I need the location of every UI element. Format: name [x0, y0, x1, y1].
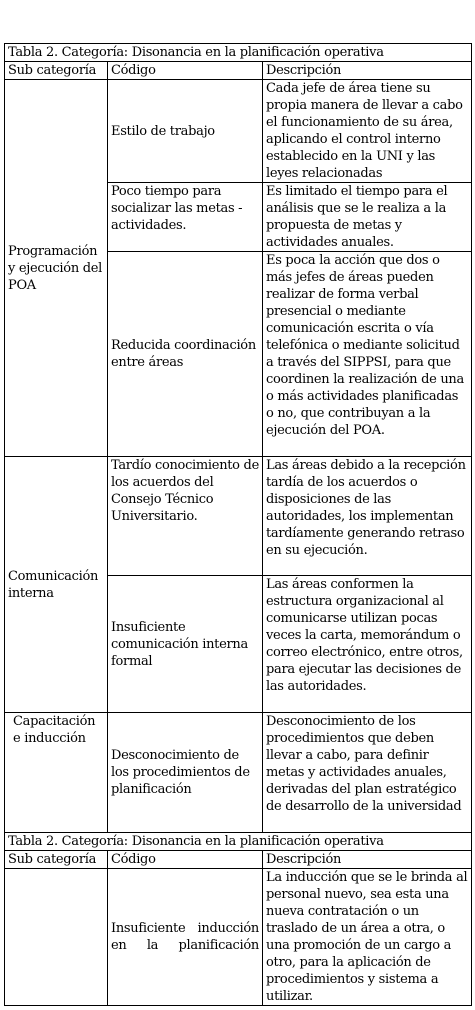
- table-header-row: [5, 62, 472, 80]
- header-description: Descripción: [263, 851, 472, 869]
- code-cell: Desconocimiento de los procedimientos de planificación: [108, 713, 263, 833]
- code-cell: Estilo de trabajo: [108, 80, 263, 183]
- header-code: Código: [108, 62, 263, 80]
- description-cell: Es limitado el tiempo para el análisis que se le realiza a la propuesta de metas y actividades anuales.: [263, 183, 472, 252]
- table-row: [5, 713, 472, 833]
- header-subcategory: Sub categoría: [5, 851, 108, 869]
- subcategory-cell-empty: [5, 869, 108, 1006]
- code-cell: Insuficiente inducción en la planificación: [108, 869, 263, 1006]
- header-description: Descripción: [263, 62, 472, 80]
- code-cell: Tardío conocimiento de los acuerdos del Consejo Técnico Universitario.: [108, 457, 263, 576]
- code-cell: Reducida coordinación entre áreas: [108, 252, 263, 457]
- header-subcategory: Sub categoría: [5, 62, 108, 80]
- table-row: [5, 457, 472, 576]
- description-cell: Es poca la acción que dos o más jefes de áreas pueden realizar de forma verbal presencial o mediante comunicación escrita o vía telefónica o mediante solicitud a través del SIPPSI, para que coordinen la realización de una o más actividades planificadas o no, que contribuyan a la ejecución del POA.: [263, 252, 472, 457]
- category-table: [4, 43, 472, 1006]
- table-row: [5, 80, 472, 183]
- code-cell: Insuficiente comunicación interna formal: [108, 576, 263, 713]
- table-caption: Tabla 2. Categoría: Disonancia en la planificación operativa: [5, 44, 472, 62]
- description-cell: Cada jefe de área tiene su propia manera de llevar a cabo el funcionamiento de su área, aplicando el control interno establecido en la UNI y las leyes relacionadas: [263, 80, 472, 183]
- subcategory-cell: Programación y ejecución del POA: [5, 80, 108, 457]
- code-cell: Poco tiempo para socializar las metas - actividades.: [108, 183, 263, 252]
- table-row: [5, 869, 472, 1006]
- description-cell: Desconocimiento de los procedimientos que deben llevar a cabo, para definir metas y actividades anuales, derivadas del plan estratégico de desarrollo de la universidad: [263, 713, 472, 833]
- table-header-row-continued: [5, 851, 472, 869]
- subcategory-cell: Capacitación e inducción: [5, 713, 108, 833]
- description-cell: Las áreas debido a la recepción tardía de los acuerdos o disposiciones de las autoridades, los implementan tardíamente generando retraso en su ejecución.: [263, 457, 472, 576]
- table-caption-continued: Tabla 2. Categoría: Disonancia en la planificación operativa: [5, 833, 472, 851]
- description-cell: La inducción que se le brinda al personal nuevo, sea esta una nueva contratación o un traslado de un área a otra, o una promoción de un cargo a otro, para la aplicación de procedimientos y sistema a utilizar.: [263, 869, 472, 1006]
- subcategory-cell: Comunicación interna: [5, 457, 108, 713]
- description-cell: Las áreas conformen la estructura organizacional al comunicarse utilizan pocas veces la carta, memorándum o correo electrónico, entre otros, para ejecutar las decisiones de las autoridades.: [263, 576, 472, 713]
- header-code: Código: [108, 851, 263, 869]
